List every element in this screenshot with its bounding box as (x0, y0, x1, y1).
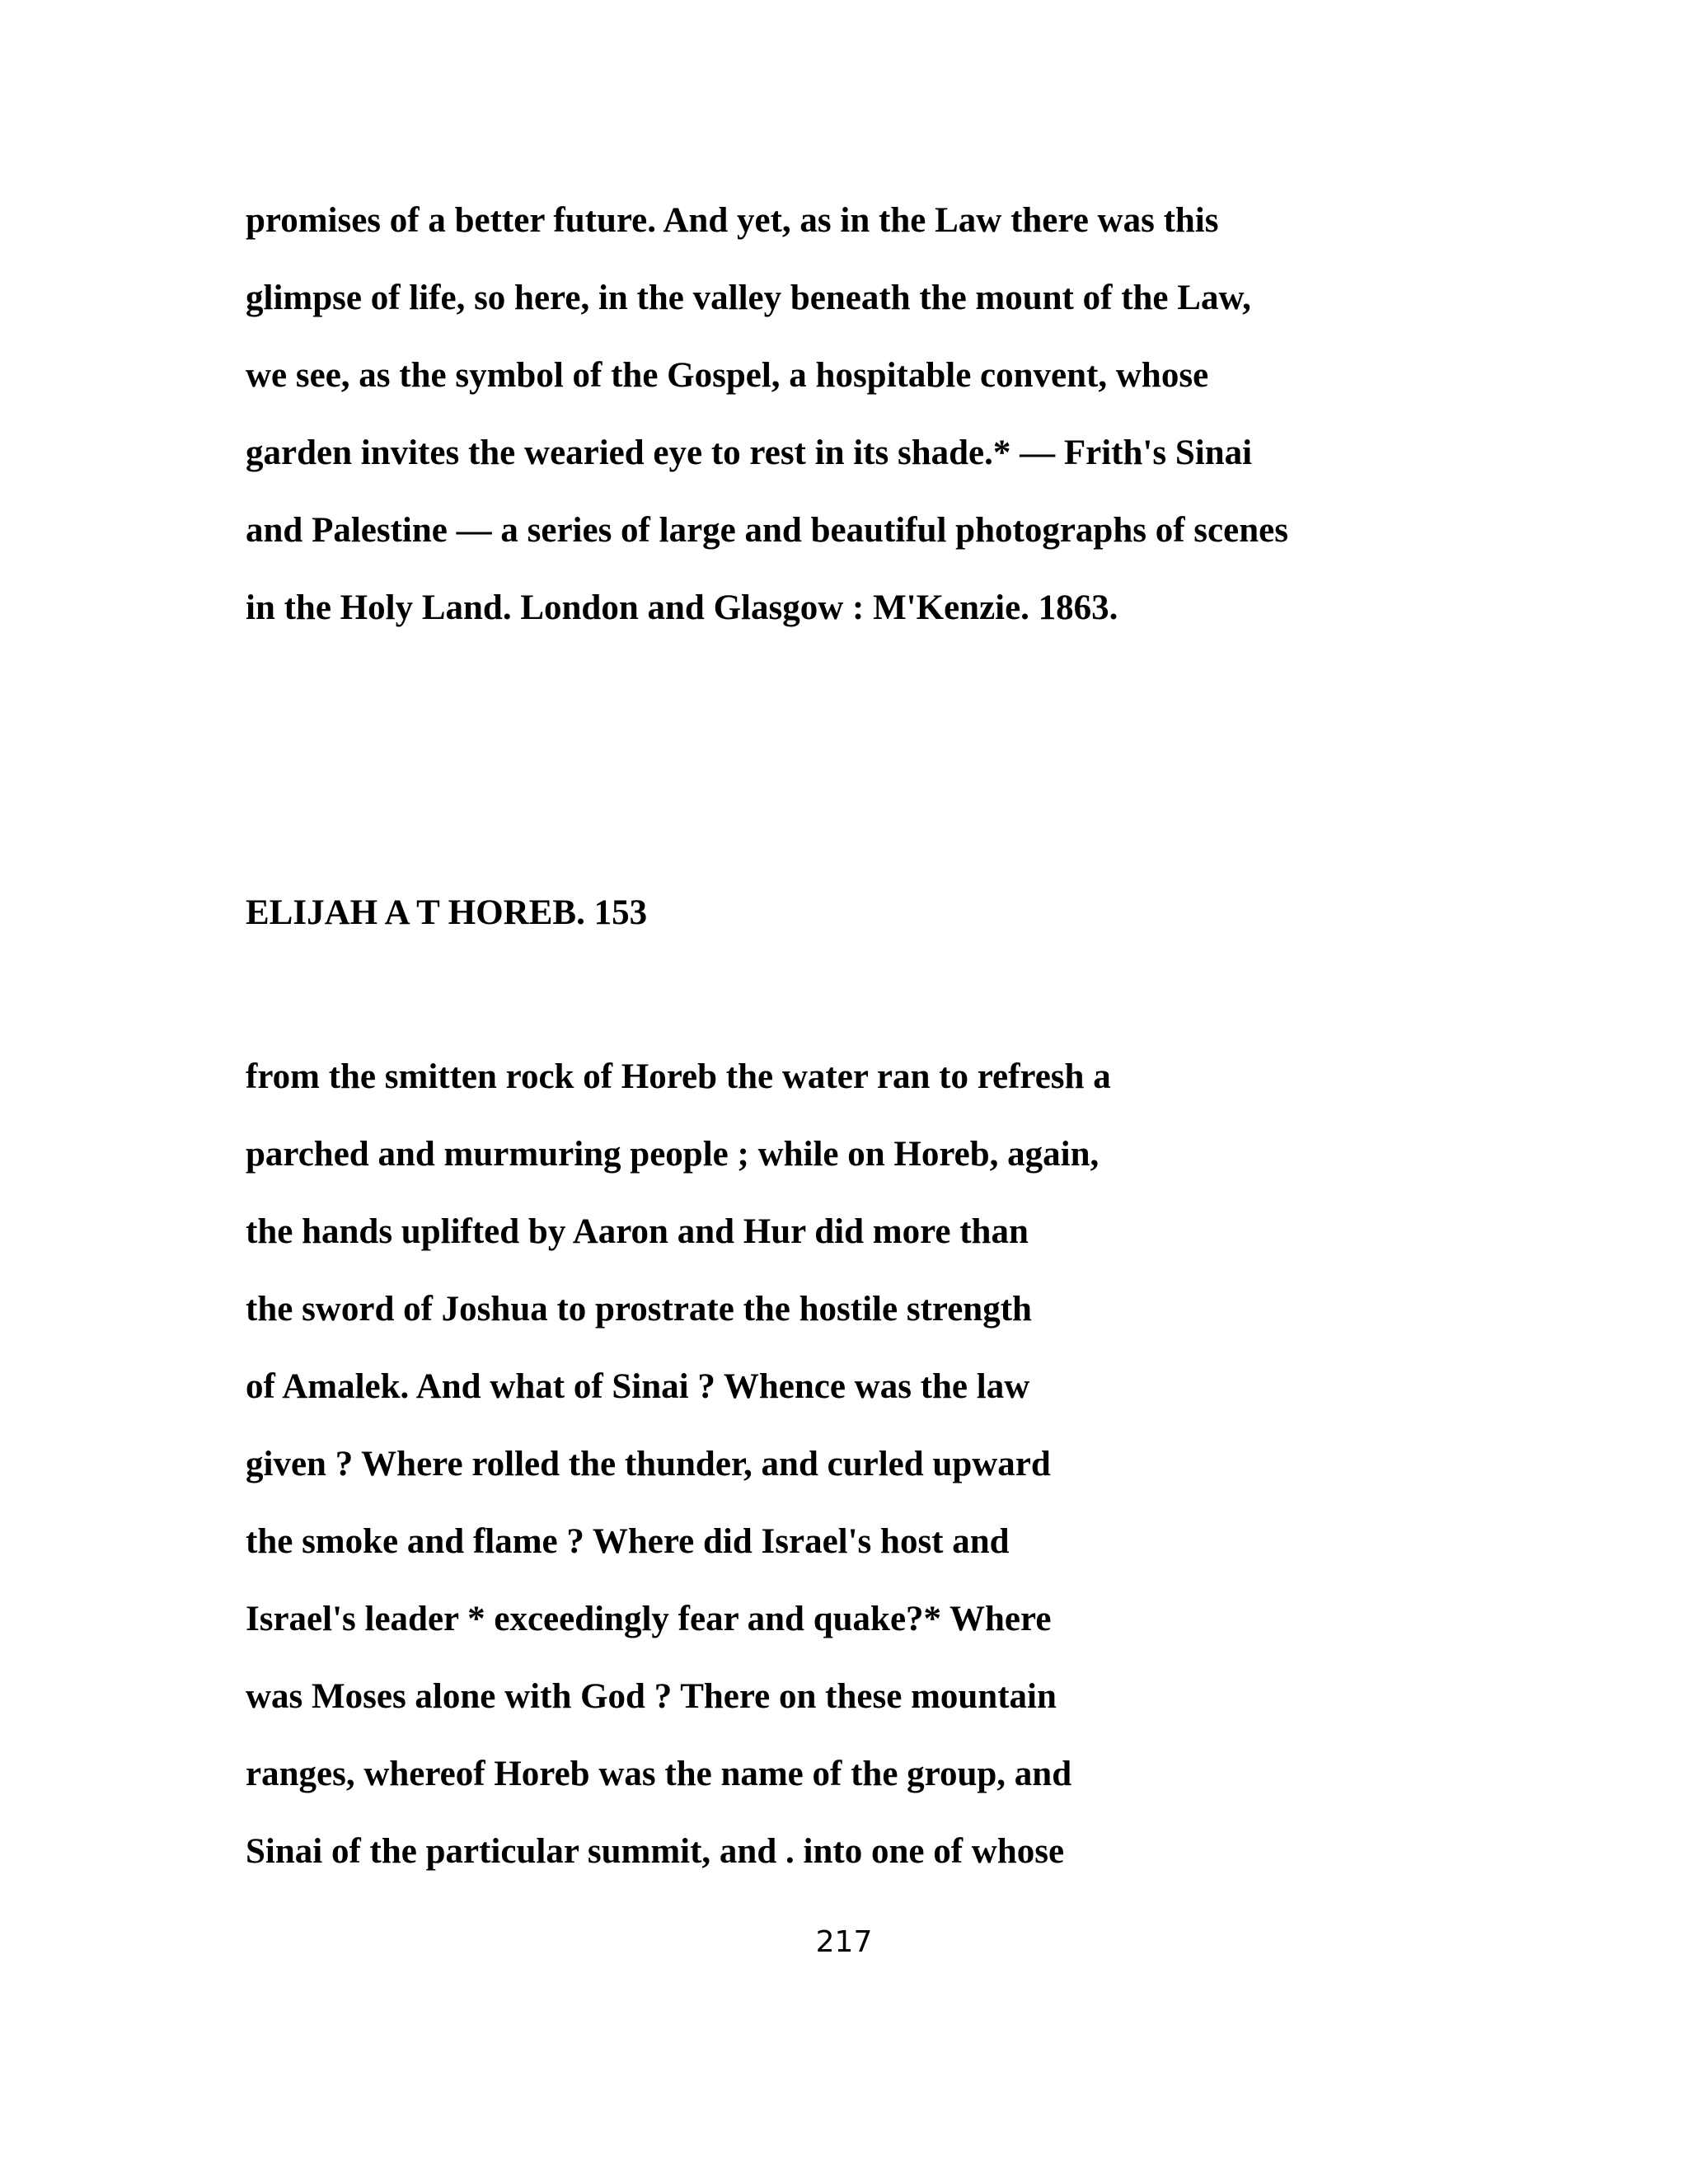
text-line: was Moses alone with God ? There on these mountain (246, 1677, 1057, 1716)
running-header-text: ELIJAH A T HOREB. 153 (246, 893, 648, 932)
running-header (246, 874, 647, 952)
text-line: from the smitten rock of Horeb the water ran to refresh a (246, 1057, 1111, 1096)
text-line: glimpse of life, so here, in the valley beneath the mount of the Law, (246, 279, 1251, 317)
text-line: ranges, whereof Horeb was the name of the group, and (246, 1755, 1072, 1793)
text-line: parched and murmuring people ; while on Horeb, again, (246, 1135, 1100, 1174)
text-line: in the Holy Land. London and Glasgow : M'Kenzie. 1863. (246, 588, 1118, 627)
text-line: given ? Where rolled the thunder, and curled upward (246, 1445, 1051, 1483)
body-paragraph (246, 1038, 1111, 1891)
text-line: Sinai of the particular summit, and . into one of whose (246, 1832, 1065, 1871)
text-line: garden invites the wearied eye to rest in its shade.* — Frith's Sinai (246, 434, 1253, 472)
text-line: the hands uplifted by Aaron and Hur did more than (246, 1212, 1029, 1251)
text-line: the smoke and flame ? Where did Israel's host and (246, 1522, 1010, 1561)
text-line: of Amalek. And what of Sinai ? Whence was the law (246, 1367, 1030, 1406)
top-paragraph (246, 182, 1288, 647)
text-line: and Palestine — a series of large and beautiful photographs of scenes (246, 511, 1288, 550)
page-number: 217 (815, 1925, 873, 1959)
text-line: promises of a better future. And yet, as in the Law there was this (246, 201, 1219, 240)
text-line: we see, as the symbol of the Gospel, a hospitable convent, whose (246, 356, 1209, 395)
text-line: Israel's leader * exceedingly fear and quake?* Where (246, 1600, 1052, 1638)
text-line: the sword of Joshua to prostrate the hostile strength (246, 1290, 1032, 1329)
